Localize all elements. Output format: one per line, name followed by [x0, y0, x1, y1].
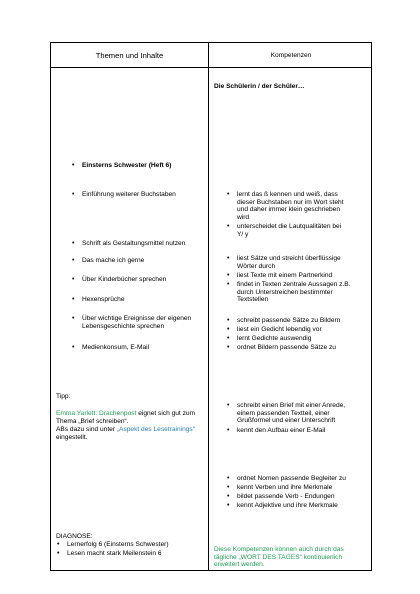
curriculum-table — [50, 42, 372, 571]
competence-item: • bildet passende Verb - Endungen — [237, 493, 335, 501]
competence-line: • unterscheidet die Lautqualitäten bei — [237, 223, 342, 230]
competence-line: • lernt das ß kennen und weiß, dass — [237, 191, 338, 198]
topic-item-multiline — [82, 315, 191, 330]
competence-line: • liest Texte mit einem Partnerkind — [237, 272, 333, 279]
topic-item: • Schrift als Gestaltungsmittel nutzen — [82, 240, 185, 248]
competence-item: • kennt den Aufbau einer E-Mail — [237, 427, 325, 435]
competence-line: • liest Sätze und streicht überflüssige — [237, 255, 341, 262]
topic-item: • Das mache ich gerne — [82, 257, 144, 265]
note-line: tägliche „WORT DES TAGES“ kontinuierlich — [214, 553, 343, 561]
themen-column — [51, 68, 208, 570]
competence-item — [237, 281, 351, 304]
topic-item: • Medienkonsum, E-Mail — [82, 344, 149, 352]
competence-item: • ordnet Bildern passende Sätze zu — [237, 344, 336, 352]
tipp-line: Thema „Brief schreiben“. — [56, 418, 129, 425]
lesetraining-link[interactable]: „Aspekt des Lesetrainings“ — [116, 426, 195, 433]
competence-line: Grußformel und einer Unterschrift — [237, 417, 336, 425]
tipp-label: Tipp: — [56, 393, 71, 400]
competence-line: Textstellen — [237, 296, 269, 304]
competence-heading: Die Schülerin / der Schüler… — [214, 83, 305, 90]
competence-item — [237, 223, 341, 238]
diagnose-label: DIAGNOSE: — [56, 533, 93, 540]
kompetenzen-column — [209, 68, 373, 570]
competence-item: • ordnet Nomen passende Begleiter zu — [237, 475, 346, 483]
competence-line: • schreibt einen Brief mit einer Anrede, — [237, 402, 346, 409]
competence-item: • kennt Adjektive und ihre Merkmale — [237, 502, 338, 510]
diagnose-item: • Lesen macht stark Meilenstein 6 — [67, 550, 162, 558]
topic-line: • Über wichtige Ereignisse der eigenen — [82, 315, 192, 322]
competence-item — [237, 402, 345, 425]
topic-title-part2: s Schwester (Heft 6) — [108, 162, 172, 169]
header-kompetenzen: Kompetenzen — [270, 51, 312, 59]
competence-line: wird — [237, 213, 250, 221]
tipp-text: eignet sich gut zum — [136, 410, 196, 417]
competence-item — [237, 191, 344, 221]
topic-einsterns-schwester — [82, 162, 171, 170]
tipp-line: eingestellt. — [56, 434, 88, 441]
wort-des-tages-note — [214, 546, 344, 569]
tipp-line — [56, 426, 195, 434]
competence-item: • lernt Gedichte auswendig — [237, 335, 311, 343]
tipp-text: ABs dazu sind unter — [56, 426, 117, 433]
tipp-line — [56, 410, 195, 418]
competence-line: Y/ y — [237, 230, 249, 238]
competence-item: • schreibt passende Sätze zu Bildern — [237, 317, 340, 325]
competence-line: einem passenden Textteil, einer — [237, 409, 330, 417]
topic-item: • Hexensprüche — [82, 296, 125, 304]
header-themen: Themen und Inhalte — [95, 50, 164, 60]
topic-line: Lebensgeschichte sprechen — [82, 322, 165, 330]
competence-line: durch Unterstreichen bestimmter — [237, 288, 333, 296]
competence-item — [237, 255, 341, 270]
topic-item: • Einführung weiterer Buchstaben — [82, 191, 176, 199]
topic-title-part1: Einstern — [82, 162, 109, 169]
drachenpost-link[interactable]: Emma Yarlett: Drachenpost — [56, 410, 137, 417]
diagnose-item: • Lernerfolg 6 (Einsterns Schwester) — [67, 541, 169, 549]
note-line: erweitert werden. — [214, 561, 265, 569]
competence-line: und daher immer klein geschrieben — [237, 206, 340, 214]
topic-item: • Über Kinderbücher sprechen — [82, 276, 166, 284]
competence-line: • findet in Texten zentrale Aussagen z.B. — [237, 281, 351, 288]
note-line: Diese Kompetenzen können auch durch das — [214, 546, 344, 553]
competence-item: • liest ein Gedicht lebendig vor — [237, 326, 322, 334]
competence-line: dieser Buchstaben nur im Wort steht — [237, 198, 344, 206]
competence-item: • kennt Verben und ihre Merkmale — [237, 484, 332, 492]
competence-item — [237, 272, 332, 280]
competence-line: Wörter durch — [237, 262, 276, 270]
